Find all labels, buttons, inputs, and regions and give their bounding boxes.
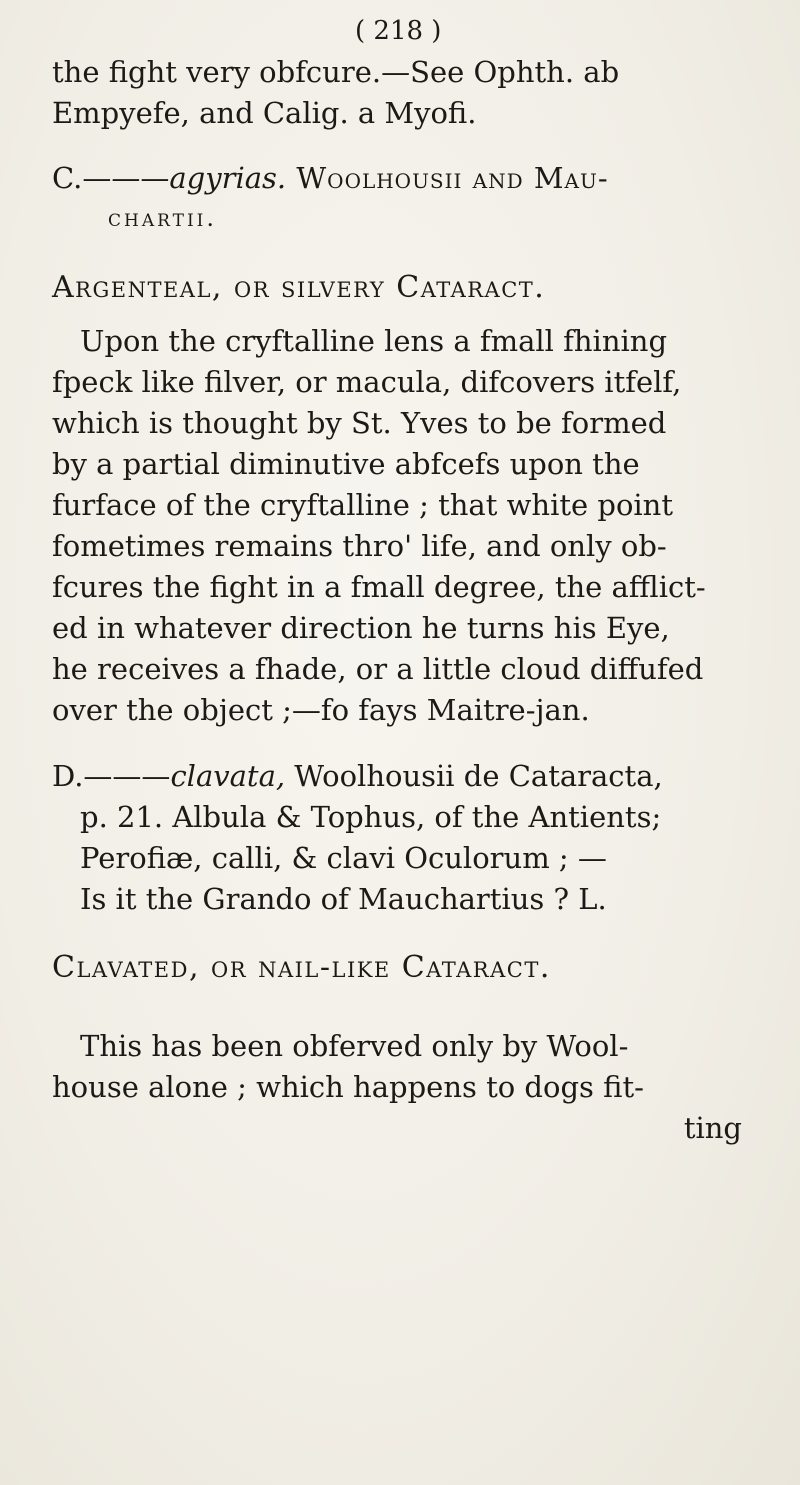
- entry-c-rest: Woolhousii and Mau-: [286, 161, 609, 195]
- para1-line-2: fpeck like filver, or macula, difcovers itfelf,: [52, 365, 682, 399]
- text-line-1: the fight very obfcure.—See Ophth. ab: [52, 55, 620, 89]
- entry-d-label: D.———: [52, 759, 171, 793]
- para1-line-8: ed in whatever direction he turns his Eye,: [52, 611, 670, 645]
- section-heading-argenteal: Argenteal, or silvery Cataract.: [52, 270, 546, 305]
- para2-line-2: house alone ; which happens to dogs fit-: [52, 1070, 644, 1104]
- para1-line-10: over the object ;—fo fays Maitre-jan.: [52, 693, 590, 727]
- para1-line-6: fometimes remains thro' life, and only ob-: [52, 529, 667, 563]
- entry-c-heading: [52, 158, 609, 198]
- para2-line-1: This has been obferved only by Wool-: [80, 1029, 629, 1063]
- entry-c-italic: agyrias.: [169, 161, 287, 195]
- para1-line-1: Upon the cryftalline lens a fmall fhining: [80, 324, 668, 358]
- entry-d-italic: clavata,: [170, 759, 286, 793]
- para1-line-7: fcures the fight in a fmall degree, the afflict-: [52, 570, 706, 604]
- entry-d-line-2: p. 21. Albula & Tophus, of the Antients;: [80, 800, 662, 834]
- entry-d-line-4: Is it the Grando of Mauchartius ? L.: [80, 882, 607, 916]
- para1-line-9: he receives a fhade, or a little cloud diffufed: [52, 652, 704, 686]
- para1-line-3: which is thought by St. Yves to be formed: [52, 406, 667, 440]
- entry-d-line-3: Perofiæ, calli, & clavi Oculorum ; —: [80, 841, 607, 875]
- entry-c-label: C.———: [52, 161, 170, 195]
- entry-d-heading: [52, 756, 663, 796]
- entry-c-continuation: chartii.: [108, 204, 218, 232]
- text-line-2: Empyefe, and Calig. a Myofi.: [52, 96, 477, 130]
- para1-line-5: furface of the cryftalline ; that white point: [52, 488, 674, 522]
- page-number: ( 218 ): [355, 16, 442, 46]
- section-heading-clavated: Clavated, or nail-like Cataract.: [52, 950, 551, 985]
- entry-d-rest: Woolhousii de Cataracta,: [285, 759, 663, 793]
- para1-line-4: by a partial diminutive abfcefs upon the: [52, 447, 640, 481]
- catchword: ting: [683, 1111, 742, 1145]
